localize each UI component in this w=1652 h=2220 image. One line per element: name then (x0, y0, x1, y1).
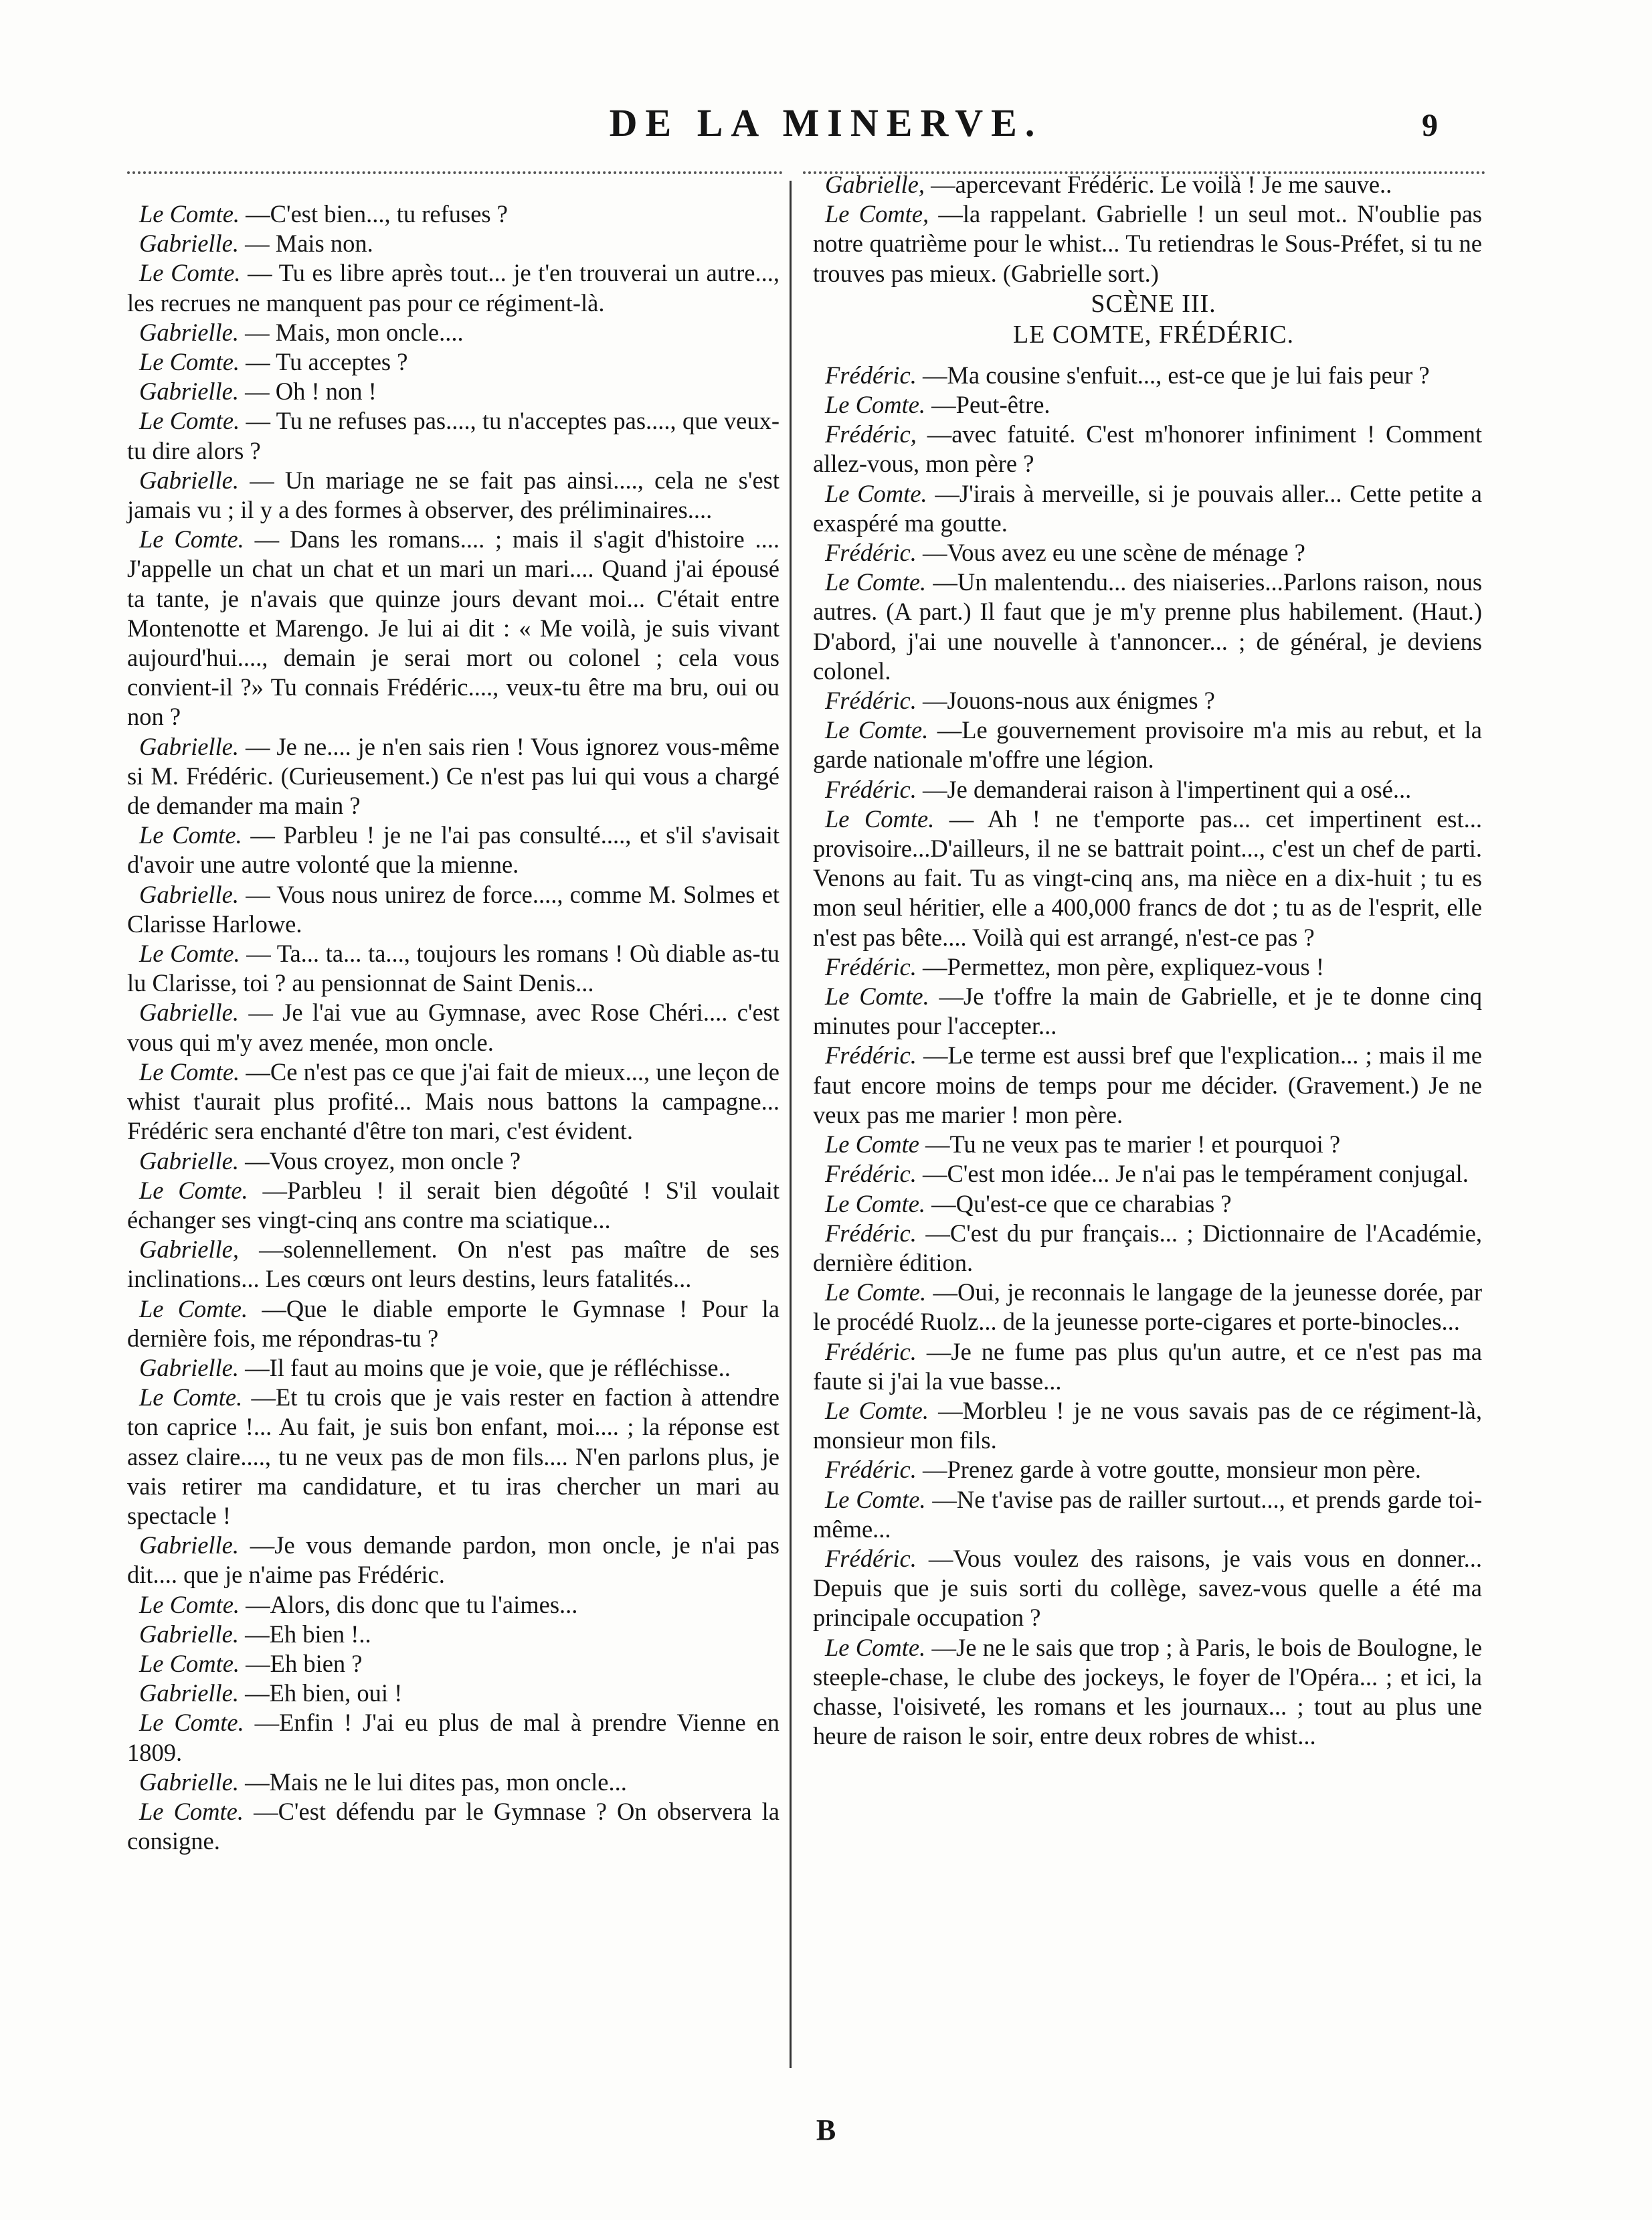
dialogue-line (813, 1130, 1482, 1159)
speaker-name: Le Comte. (139, 1383, 243, 1412)
dialogue-line (127, 377, 779, 406)
dialogue-line (127, 1146, 779, 1176)
dialogue-line (813, 1219, 1482, 1278)
speaker-name: Frédéric. (825, 1456, 917, 1484)
right-column (813, 170, 1482, 1751)
dialogue-text: —Oui, je reconnais le langage de la jeunesse dorée, par le procédé Ruolz... de la jeunesse porte-cigares et porte-binocles... (813, 1278, 1482, 1336)
dialogue-line (127, 1679, 779, 1708)
dialogue-text: —Prenez garde à votre goutte, monsieur mon père. (922, 1456, 1421, 1484)
dialogue-text: —apercevant Frédéric. Le voilà ! Je me sauve.. (931, 171, 1392, 198)
dialogue-text: —Parbleu ! il serait bien dégoûté ! S'il voulait échanger ses vingt-cinq ans contre ma sciatique... (127, 1176, 780, 1233)
dialogue-text: —Vous voulez des raisons, je vais vous en donner... Depuis que je suis sorti du collège, savez-vous quelle a été ma principale occupation ? (813, 1544, 1483, 1632)
dialogue-text: —solennellement. On n'est pas maître de ses inclinations... Les cœurs ont leurs destins, leurs fatalités... (127, 1235, 780, 1293)
speaker-name: Gabrielle. (139, 318, 240, 346)
dialogue-line (127, 880, 779, 939)
running-title: DE LA MINERVE. (609, 101, 1043, 145)
dialogue-text: —Ce n'est pas ce que j'ai fait de mieux..., une leçon de whist t'aurait plus profité... Mais nous battons la campagne... Frédéric sera enchanté d'être ton mari, c'est évident. (127, 1057, 779, 1145)
speaker-name: Gabrielle. (139, 1679, 240, 1707)
dialogue-text: — Tu ne refuses pas...., tu n'acceptes pas...., que veux-tu dire alors ? (127, 407, 780, 464)
dialogue-text: —Eh bien !.. (245, 1620, 371, 1648)
dialogue-text: —Un malentendu... des niaiseries...Parlons raison, nous autres. (A part.) Il faut que je m'y prenne plus habilement. (Haut.) D'abord, j'ai une nouvelle à t'annoncer... ; de général, je deviens colonel. (813, 568, 1483, 685)
dialogue-text: —J'irais à merveille, si je pouvais aller... Cette petite a exaspéré ma goutte. (813, 479, 1482, 537)
dialogue-text: —C'est défendu par le Gymnase ? On observera la consigne. (127, 1797, 780, 1855)
column-divider (790, 181, 792, 2068)
dialogue-text: —C'est du pur français... ; Dictionnaire de l'Académie, dernière édition. (813, 1219, 1482, 1276)
dialogue-text: —Ne t'avise pas de railler surtout..., et prends garde toi-même... (813, 1485, 1483, 1543)
speaker-name: Le Comte. (139, 525, 244, 553)
dialogue-text: — Ah ! ne t'emporte pas... cet impertinent est... provisoire...D'ailleurs, il ne se battrait point..., c'est un chef de parti. Venons au fait. Tu as vingt-cinq ans, ma nièce en a dix-huit ; tu es mon seul héritier, elle a 400,000 francs de dot ; tu as de l'esprit, elle n'est pas bête.... Voilà qui est arrangé, n'est-ce pas ? (813, 804, 1483, 951)
dialogue-line (813, 804, 1482, 952)
dialogue-line (127, 318, 779, 347)
speaker-name: Gabrielle. (139, 999, 240, 1027)
speaker-name: Gabrielle. (139, 732, 240, 760)
dialogue-text: — Un mariage ne se fait pas ainsi...., cela ne s'est jamais vu ; il y a des formes à observer, des préliminaires.... (127, 466, 780, 524)
dialogue-text: —la rappelant. Gabrielle ! un seul mot.. N'oublie pas notre quatrième pour le whist... Tu retiendras le Sous-Préfet, si tu ne trouves pas mieux. (Gabrielle sort.) (813, 200, 1483, 287)
dialogue-line (127, 1768, 779, 1797)
dialogue-line (127, 1590, 779, 1620)
speaker-name: Le Comte. (139, 1797, 244, 1825)
dialogue-text: — Je ne.... je n'en sais rien ! Vous ignorez vous-même si M. Frédéric. (Curieusement.) Ce n'est pas lui qui vous a chargé de demander ma main ? (127, 732, 780, 820)
right-column-after-scene (813, 361, 1482, 1752)
speaker-name: Gabrielle. (139, 230, 240, 258)
dialogue-line (813, 1159, 1482, 1189)
speaker-name: Gabrielle. (139, 466, 240, 494)
scene-characters: LE COMTE, FRÉDÉRIC. (1012, 320, 1295, 349)
page-number: 9 (1422, 108, 1438, 143)
speaker-name: Frédéric. (825, 775, 917, 803)
right-column-before-scene (813, 170, 1482, 288)
left-column (127, 199, 779, 1856)
speaker-name: Le Comte. (139, 348, 240, 376)
speaker-name: Le Comte. (825, 1189, 926, 1217)
dialogue-text: —avec fatuité. C'est m'honorer infiniment ! Comment allez-vous, mon père ? (813, 420, 1482, 478)
dialogue-line (813, 1455, 1482, 1484)
dialogue-text: — Mais, mon oncle.... (245, 318, 464, 346)
dialogue-text: —Vous avez eu une scène de ménage ? (922, 539, 1305, 567)
dialogue-line (813, 952, 1482, 982)
running-head (0, 100, 1652, 161)
dialogue-line (813, 538, 1482, 568)
speaker-name: Le Comte. (139, 1176, 248, 1204)
dialogue-line (127, 229, 779, 258)
dialogue-line (127, 1235, 779, 1294)
dialogue-line (127, 1294, 779, 1353)
dialogue-line (127, 1708, 779, 1767)
speaker-name: Gabrielle. (139, 1768, 240, 1796)
dialogue-line (127, 1383, 779, 1531)
dialogue-text: — Mais non. (245, 230, 373, 258)
dialogue-line (127, 998, 779, 1057)
dialogue-text: —Je t'offre la main de Gabrielle, et je te donne cinq minutes pour l'accepter... (813, 983, 1483, 1040)
speaker-name: Gabrielle. (139, 1146, 240, 1175)
speaker-name: Frédéric. (825, 687, 917, 715)
dialogue-text: — Dans les romans.... ; mais il s'agit d'histoire .... J'appelle un chat un chat et un mari un mari.... Quand j'ai épousé ta tante, je n'avais que quinze jours devant moi... C'était entre Montenotte et Marengo. Je lui ai dit : « Me voilà, je suis vivant aujourd'hui...., demain je serai mort ou colonel ; cela vous convient-il ?» Tu connais Frédéric...., veux-tu être ma bru, oui ou non ? (127, 525, 780, 731)
dialogue-text: —C'est mon idée... Je n'ai pas le tempérament conjugal. (922, 1160, 1469, 1188)
dialogue-line (813, 1189, 1482, 1219)
speaker-name: Le Comte (825, 1130, 919, 1159)
speaker-name: Le Comte. (139, 1649, 240, 1677)
dialogue-line (813, 775, 1482, 804)
speaker-name: Le Comte. (825, 1396, 929, 1424)
dialogue-text: — Vous nous unirez de force...., comme M. Solmes et Clarisse Harlowe. (127, 880, 780, 938)
dialogue-text: —Je vous demande pardon, mon oncle, je n'ai pas dit.... que je n'aime pas Frédéric. (127, 1531, 779, 1589)
speaker-name: Le Comte. (139, 821, 242, 849)
dialogue-line (127, 939, 779, 998)
dialogue-line (813, 479, 1482, 538)
speaker-name: Le Comte. (825, 1485, 926, 1513)
dialogue-text: — Ta... ta... ta..., toujours les romans ! Où diable as-tu lu Clarisse, toi ? au pensionnat de Saint Denis... (127, 940, 779, 997)
dialogue-text: —Le gouvernement provisoire m'a mis au rebut, et la garde nationale m'offre une légion. (813, 716, 1483, 774)
speaker-name: Frédéric. (825, 361, 917, 389)
dialogue-text: —Ma cousine s'enfuit..., est-ce que je lui fais peur ? (922, 361, 1430, 389)
dialogue-line (813, 1485, 1482, 1544)
speaker-name: Frédéric. (825, 1337, 917, 1365)
speaker-name: Frédéric. (825, 539, 917, 567)
dialogue-text: —C'est bien..., tu refuses ? (246, 200, 508, 228)
dialogue-line (127, 1531, 779, 1590)
dialogue-text: —Enfin ! J'ai eu plus de mal à prendre Vienne en 1809. (127, 1709, 780, 1766)
scene-number: SCÈNE III. (1091, 289, 1216, 318)
speaker-name: Le Comte. (139, 407, 240, 435)
speaker-name: Frédéric. (825, 1160, 917, 1188)
speaker-name: Le Comte. (825, 1633, 926, 1661)
speaker-name: Gabrielle. (139, 377, 240, 406)
dialogue-line (813, 982, 1482, 1041)
dialogue-text: — Oh ! non ! (245, 377, 377, 406)
speaker-name: Le Comte. (825, 983, 929, 1011)
speaker-name: Le Comte. (139, 1590, 240, 1618)
speaker-name: Le Comte. (139, 940, 240, 968)
dialogue-line (813, 568, 1482, 686)
dialogue-text: —Que le diable emporte le Gymnase ! Pour la dernière fois, me répondras-tu ? (127, 1294, 779, 1352)
dialogue-line (127, 1057, 779, 1146)
dialogue-line (127, 199, 779, 229)
dialogue-line (127, 732, 779, 821)
dialogue-line (127, 466, 779, 525)
dialogue-line (813, 715, 1482, 774)
speaker-name: Le Comte. (139, 200, 240, 228)
speaker-name: Le Comte. (825, 479, 927, 507)
dialogue-line (813, 1544, 1482, 1633)
speaker-name: Gabrielle, (825, 171, 925, 198)
dialogue-line (127, 525, 779, 732)
dialogue-line (813, 361, 1482, 390)
dialogue-text: —Eh bien ? (246, 1649, 363, 1677)
speaker-name: Frédéric. (825, 1219, 917, 1247)
dialogue-text: —Peut-être. (931, 391, 1050, 419)
speaker-name: Frédéric. (825, 952, 917, 980)
dialogue-line (813, 1041, 1482, 1130)
dialogue-text: —Permettez, mon père, expliquez-vous ! (922, 952, 1324, 980)
dialogue-text: —Alors, dis donc que tu l'aimes... (246, 1590, 578, 1618)
dialogue-line (813, 390, 1482, 420)
speaker-name: Gabrielle. (139, 1531, 240, 1559)
dialogue-text: —Vous croyez, mon oncle ? (245, 1146, 521, 1175)
dialogue-line (813, 1633, 1482, 1752)
speaker-name: Frédéric. (825, 1544, 917, 1572)
speaker-name: Le Comte. (825, 391, 926, 419)
dialogue-text: —Tu ne veux pas te marier ! et pourquoi ? (925, 1130, 1341, 1159)
speaker-name: Le Comte. (139, 1709, 244, 1737)
dialogue-line (127, 258, 779, 317)
dialogue-line (127, 347, 779, 377)
dialogue-text: — Tu acceptes ? (246, 348, 408, 376)
dialogue-text: —Jouons-nous aux énigmes ? (922, 687, 1215, 715)
dialogue-line (813, 686, 1482, 715)
dialogue-line (127, 821, 779, 879)
dialogue-line (127, 406, 779, 465)
speaker-name: Le Comte, (825, 200, 929, 228)
dialogue-text: —Je ne le sais que trop ; à Paris, le bois de Boulogne, le steeple-chase, le clube des jockeys, le foyer de l'Opéra... ; et ici, la chasse, l'oisiveté, les romans et les journaux... ; tout au plus une heure de raison le soir, entre deux robres de whist... (813, 1633, 1483, 1750)
speaker-name: Le Comte. (825, 568, 927, 596)
dialogue-text: — Je l'ai vue au Gymnase, avec Rose Chéri.... c'est vous qui m'y avez menée, mon oncle. (127, 999, 779, 1056)
dialogue-line (127, 1649, 779, 1679)
header-rule-left (127, 171, 783, 174)
dialogue-text: —Mais ne le lui dites pas, mon oncle... (245, 1768, 627, 1796)
dialogue-line (813, 1278, 1482, 1337)
dialogue-text: —Et tu crois que je vais rester en faction à attendre ton caprice !... Au fait, je suis bon enfant, moi.... ; la réponse est assez claire...., tu ne veux pas de mon fils.... N'en parlons plus, je vais retirer ma candidature, et tu iras chercher un mari au spectacle ! (127, 1383, 779, 1529)
dialogue-line (127, 1353, 779, 1383)
dialogue-text: —Eh bien, oui ! (245, 1679, 403, 1707)
dialogue-line (127, 1176, 779, 1235)
speaker-name: Le Comte. (825, 804, 935, 833)
speaker-name: Gabrielle. (139, 1353, 240, 1381)
speaker-name: Le Comte. (139, 1057, 240, 1086)
dialogue-line (127, 1620, 779, 1649)
dialogue-text: —Je ne fume pas plus qu'un autre, et ce n'est pas ma faute si j'ai la vue basse... (813, 1337, 1482, 1395)
dialogue-line (813, 1337, 1482, 1396)
dialogue-text: —Il faut au moins que je voie, que je réfléchisse.. (245, 1353, 731, 1381)
dialogue-line (813, 199, 1482, 288)
speaker-name: Le Comte. (139, 259, 241, 287)
dialogue-text: — Parbleu ! je ne l'ai pas consulté...., et s'il s'avisait d'avoir une autre volonté que la mienne. (127, 821, 780, 879)
dialogue-line (813, 170, 1482, 199)
speaker-name: Gabrielle. (139, 1620, 240, 1648)
dialogue-text: —Morbleu ! je ne vous savais pas de ce régiment-là, monsieur mon fils. (813, 1396, 1483, 1454)
speaker-name: Le Comte. (139, 1294, 248, 1322)
speaker-name: Gabrielle. (139, 880, 240, 908)
speaker-name: Le Comte. (825, 1278, 927, 1306)
dialogue-text: — Tu es libre après tout... je t'en trouverai un autre..., les recrues ne manquent pas pour ce régiment-là. (127, 259, 779, 317)
dialogue-line (127, 1797, 779, 1856)
dialogue-text: —Qu'est-ce que ce charabias ? (931, 1189, 1232, 1217)
dialogue-text: —Je demanderai raison à l'impertinent qui a osé... (922, 775, 1412, 803)
speaker-name: Frédéric, (825, 420, 917, 448)
dialogue-line (813, 420, 1482, 479)
dialogue-line (813, 1396, 1482, 1455)
dialogue-text: —Le terme est aussi bref que l'explication... ; mais il me faut encore moins de temps pour me décider. (Gravement.) Je ne veux pas me marier ! mon père. (813, 1041, 1482, 1128)
speaker-name: Gabrielle, (139, 1235, 240, 1264)
speaker-name: Le Comte. (825, 716, 929, 744)
speaker-name: Frédéric. (825, 1041, 917, 1070)
signature-mark: B (816, 2114, 836, 2146)
